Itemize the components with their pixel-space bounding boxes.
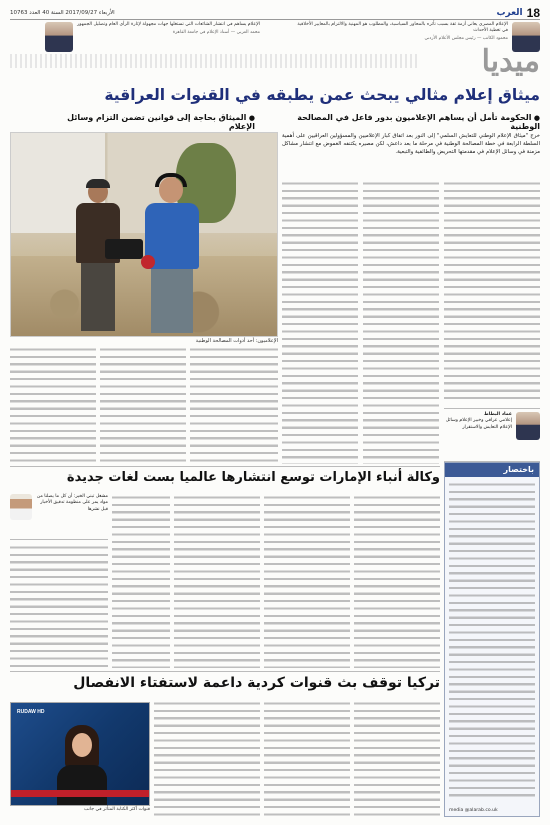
page-number: 18 xyxy=(526,5,540,20)
divider xyxy=(10,466,440,467)
section-title: ميديا xyxy=(481,44,540,79)
quote-left: الإعلام يساهم في انتشار الشائعات التي تستغلها جهات مجهولة لإثارة الرأي العام وتضليل الجمهور محمد العربي — أستاذ الإعلام في جامعة القاهرة xyxy=(10,22,260,58)
quote-strip xyxy=(10,22,540,58)
text-column xyxy=(10,346,96,464)
main-subheads xyxy=(40,113,540,131)
text-column xyxy=(190,346,278,464)
brief-box xyxy=(444,462,540,817)
article-lede: خرج "ميثاق الإعلام الوطني للتعايش السلمي" إلى النور بعد اتفاق كبار الإعلاميين والمسؤولين العراقيين على أهمية السلطة الرابعة في خطة المصالحة الوطنية في مرحلة ما بعد داعش، لكن مصيره يكتنفه الغموض مع انتشار مشاكل مزمنة في وسائل الإعلام في مقدمتها التحريض والطائفية والتبعية. xyxy=(282,133,540,156)
divider xyxy=(10,671,440,672)
text-column xyxy=(282,180,358,464)
issue-info: الأربعاء 2017/09/27 السنة 40 العدد 10763 xyxy=(10,9,115,16)
text-column xyxy=(354,494,440,668)
reporter-figure xyxy=(141,173,203,333)
microphone-icon xyxy=(141,255,155,269)
decorative-pattern xyxy=(10,54,420,68)
text-column xyxy=(264,494,350,668)
author-name: عماد البطاط xyxy=(483,412,512,417)
news-ticker-bar xyxy=(11,790,150,797)
quote-text: الإعلام المصري يعاني أزمة ثقة بسبب تأثره بالمحاور السياسية، والمطلوب هو المهنية والالتزام بالمعايير الأخلاقية في تغطية الأحداث xyxy=(297,22,508,34)
quote-right: الإعلام المصري يعاني أزمة ثقة بسبب تأثره بالمحاور السياسية، والمطلوب هو المهنية والالتزام بالمعايير الأخلاقية في تغطية الأحداث محمود الكاتب — رئيس مجلس الأعلام الأردني xyxy=(290,22,540,58)
brand-logo: العرب xyxy=(496,7,523,18)
photo-caption: قنوات أكثر الكتابة المتأثر في جانب xyxy=(84,807,150,812)
article2-inset xyxy=(10,494,108,540)
quote-role: رئيس مجلس الأعلام الأردني xyxy=(424,36,476,42)
photo-caption: الإعلاميون: أحد أدوات المصالحة الوطنية xyxy=(195,338,278,344)
text-column xyxy=(354,700,440,818)
quote-role: أستاذ الإعلام في جامعة القاهرة xyxy=(172,30,230,36)
subhead-1: ● الحكومة تأمل أن يساهم الإعلاميون بدور فاعل في المصالحة الوطنية xyxy=(267,113,540,131)
article3-headline: تركيا توقف بث قنوات كردية داعمة لاستفتاء الانفصال xyxy=(73,675,440,691)
top-bar xyxy=(10,6,540,20)
subhead-2: ● الميثاق بحاجة إلى قوانين تضمن التزام وسائل الإعلام xyxy=(40,113,255,131)
text-column xyxy=(10,544,108,668)
brief-title: باختصار xyxy=(445,463,539,477)
brief-text xyxy=(449,481,535,798)
author-desc: إعلامي عراقي وخبير الإعلام وسائل الإعلام التعايش والاستقرار xyxy=(445,418,512,430)
text-column xyxy=(100,346,186,464)
quote-author: محمد العربي xyxy=(236,30,260,36)
avatar xyxy=(10,494,32,520)
text-column xyxy=(264,700,350,818)
main-headline: ميثاق إعلام مثالي يبحث عمن يطبقه في القنوات العراقية xyxy=(104,86,540,104)
author-box xyxy=(444,408,540,462)
brief-footer: media @alarab.co.uk xyxy=(449,808,498,813)
avatar xyxy=(516,412,540,440)
quote-text: الإعلام يساهم في انتشار الشائعات التي تستغلها جهات مجهولة لإثارة الرأي العام وتضليل الجمهور xyxy=(77,22,260,27)
text-column xyxy=(112,494,170,668)
masthead xyxy=(496,6,540,20)
quote-author: محمود الكاتب xyxy=(482,36,508,42)
inset-text: مشغل تبني الخير: أن كل ما يصلنا من مواد يمر على منظومة تدقيق الأخبار قبل نشرها xyxy=(36,494,108,512)
cameraman-figure xyxy=(73,181,123,331)
main-photo xyxy=(10,132,278,337)
tv-anchor-photo xyxy=(10,702,150,806)
text-column xyxy=(363,180,439,464)
article2-headline: وكالة أنباء الإمارات توسع انتشارها عالميا بست لغات جديدة xyxy=(66,470,440,485)
text-column xyxy=(174,494,260,668)
text-column xyxy=(154,700,260,818)
avatar xyxy=(45,22,73,52)
text-column xyxy=(444,180,540,404)
tv-logo: RUDAW HD xyxy=(17,709,45,715)
camera-icon xyxy=(105,239,143,259)
